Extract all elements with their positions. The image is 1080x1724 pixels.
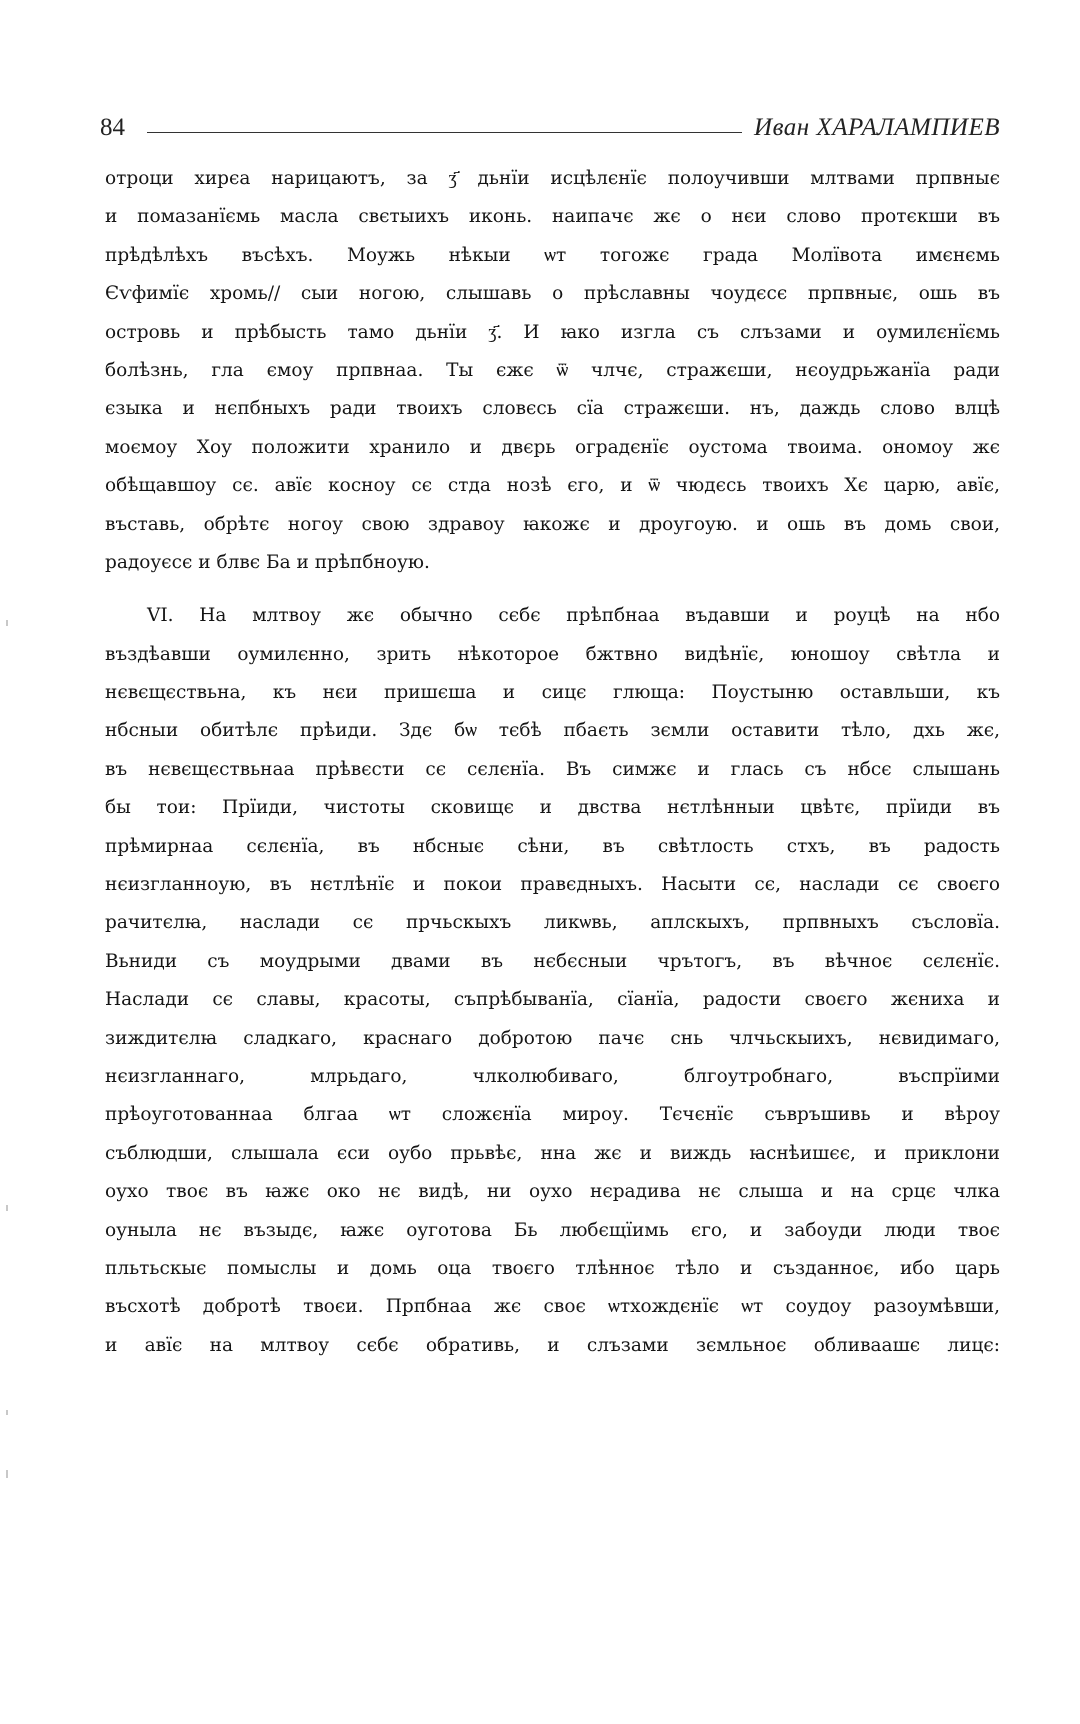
text-line-section-heading: VI. На млтвоу жє обычно сєбє прѣпбнаа въдавши и роуцѣ на нбо (147, 605, 1000, 627)
text-line: въставь, обрѣтє ногоу свою здравоу ꙗкожє и дроугоую. и ошь въ домь свои, (105, 513, 1000, 535)
paragraph-2 (105, 597, 1000, 1365)
scan-artifact (6, 620, 8, 626)
paragraph-gap (105, 582, 1000, 597)
paragraph-1 (105, 160, 1000, 582)
text-line: прѣмирнаа сєлєнїа, въ нбсныє сѣни, въ свѣтлость стхъ, въ радость (105, 835, 1000, 857)
text-line: обѣщавшоу сє. авїє косноу сє стда нозѣ єго, и ѿ чюдєсь твоихъ Хє царю, авїє, (105, 475, 1000, 497)
scan-artifact (6, 1205, 8, 1211)
scan-artifact (6, 1410, 8, 1415)
text-line: Єѵфимїє хромь// сыи ногою, слышавь о прѣславны чоудєсє прпвныє, ошь въ (105, 283, 1000, 305)
text-line: рачитєлꙗ, наслади сє прчьскыхъ ликѡвь, аплскыхъ, прпвныхъ съсловїа. (105, 912, 1000, 934)
text-line: моємоу Хоу положити хранило и двєрь оградєнїє оустома твоима. ономоу жє (105, 436, 1000, 458)
text-line: оухо твоє въ ꙗжє око нє видѣ, ни оухо нєрадива нє слыша и на срцє члка (105, 1181, 1000, 1203)
text-line: єзыка и нєпбныхъ ради твоихъ словєсь сїа стражєши. нъ, даждь слово влцѣ (105, 398, 1000, 420)
text-line: прѣдѣлѣхъ въсѣхъ. Моужь нѣкыи ѡт тогожє града Молївота имєнємь (105, 244, 1000, 266)
text-line: въ нєвєщєствьнаа прѣвєсти сє сєлєнїа. Въ симжє и глась съ нбсє слышань (105, 758, 1000, 780)
running-title: Иван ХАРАЛАМПИЕВ (754, 114, 1000, 141)
text-line: прѣоуготованнаа блгаа ѡт сложєнїа мироу. Тєчєнїє съвръшивь и вѣроу (105, 1104, 1000, 1126)
running-header (100, 100, 1000, 140)
text-line: бы тои: Прїиди, чистоты сковищє и двства нєтлѣнныи цвѣтє, прїиди въ (105, 797, 1000, 819)
text-line: отроци хирєа нарицаютъ, за ӡ҃ дьнїи исцѣлєнїє полоучивши млтвами прпвныє (105, 168, 1000, 189)
header-rule (147, 132, 742, 133)
text-line: островь и прѣбысть тамо дьнїи ӡ҃. И ꙗко изгла съ слъзами и оумилєнїємь (105, 321, 1000, 343)
text-line: оуныла нє възыдє, ꙗжє оуготова Бь любєщїимь єго, и забоуди люди твоє (105, 1219, 1000, 1241)
main-text (105, 160, 1000, 1365)
text-line: Наслади сє славы, красоты, съпрѣбыванїа, сїанїа, радости своєго жєниха и (105, 989, 1000, 1011)
text-line: нєизгланноую, въ нєтлѣнїє и покои правєдныхъ. Насыти сє, наслади сє своєго (105, 874, 1000, 896)
scan-artifact (6, 1470, 8, 1478)
text-line: нєизгланнаго, млрьдаго, члколюбиваго, блгоутробнаго, въспрїими (105, 1065, 1000, 1087)
text-line: нбсныи обитѣлє прѣиди. Здє бѡ тєбѣ пбаєть зємли оставити тѣло, дхь жє, (105, 720, 1000, 742)
text-line: радоуєсє и блвє Ба и прѣпбноую. (105, 551, 430, 573)
text-line: болѣзнь, гла ємоу прпвнаа. Ты єжє ѿ члчє, стражєши, нєоудрьжанїа ради (105, 359, 1000, 381)
text-line: Вьниди съ моудрыми двами въ нєбєсныи чрътогъ, въ вѣчноє сєлєнїє. (105, 950, 1000, 972)
text-line: и авїє на млтвоу сєбє обративь, и слъзами зємльноє обливаашє лицє: (105, 1334, 1000, 1356)
text-line: въсхотѣ добротѣ твоєи. Прпбнаа жє своє ѡтхождєнїє ѡт соудоу разоумѣвши, (105, 1296, 1000, 1318)
text-line: зиждитєлꙗ сладкаго, краснаго добротою пачє снь члчьскыихъ, нєвидимаго, (105, 1027, 1000, 1049)
text-line: и помазанїємь масла свєтыихъ иконь. наипачє жє о нєи слово протєкши въ (105, 206, 1000, 228)
text-line: нєвєщєствьна, къ нєи пришєша и сицє глюща: Поустыню оставльши, къ (105, 682, 1000, 704)
text-line: пльтьскыє помыслы и домь оца твоєго тлѣнноє тѣло и създанноє, ибо царь (105, 1257, 1000, 1279)
text-line: съблюдши, слышала єси оубо прьвѣє, нна жє и виждь ꙗснѣишєє, и приклони (105, 1142, 1000, 1164)
page-number: 84 (100, 114, 125, 141)
text-line: въздѣавши оумилєнно, зрить нѣкоторое бжтвно видѣнїє, юношоу свѣтла и (105, 643, 1000, 665)
